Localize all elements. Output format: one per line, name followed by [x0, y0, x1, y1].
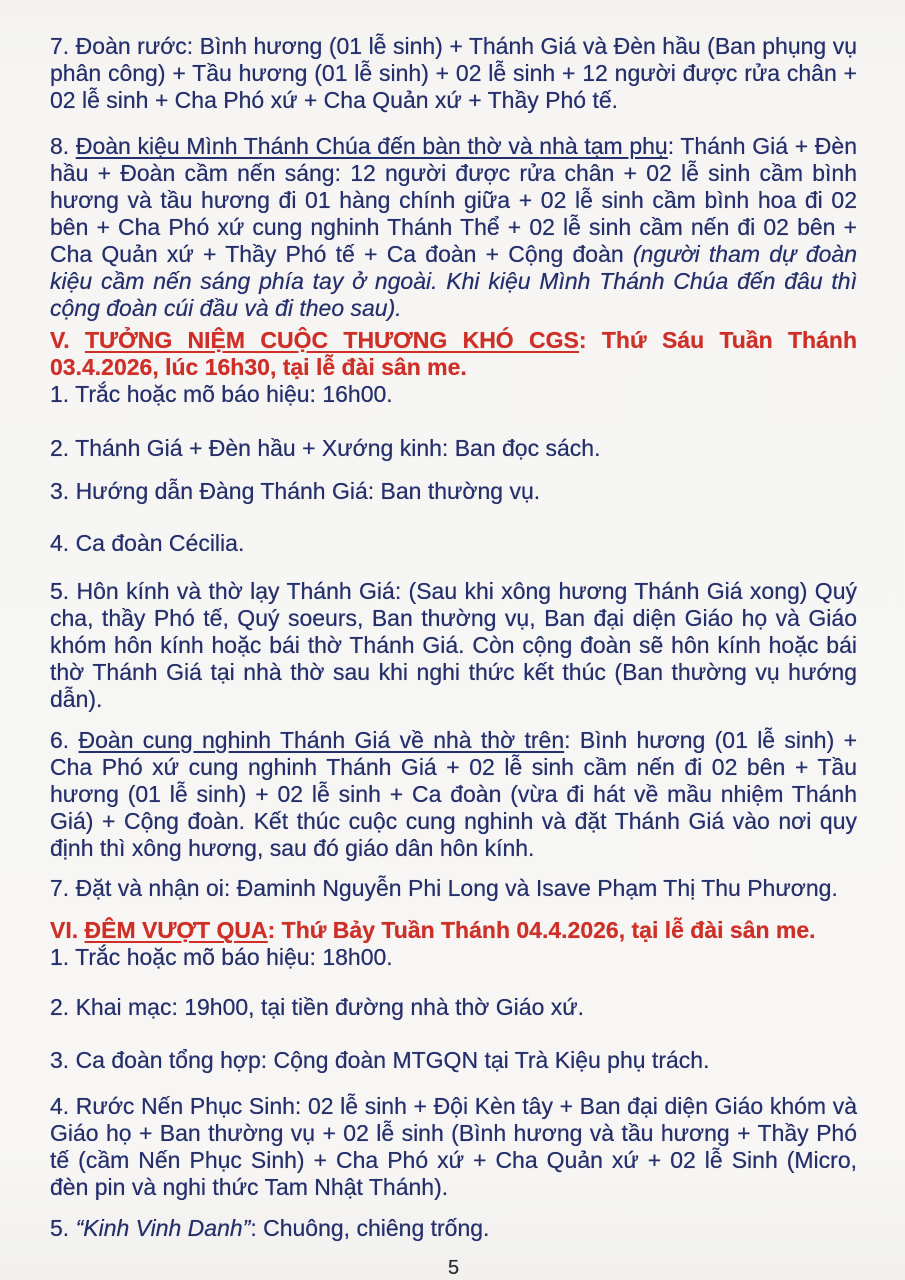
section-v-item-3: [50, 478, 857, 505]
text-run: 4. Ca đoàn Cécilia.: [50, 530, 245, 556]
section-v-item-6: [50, 727, 857, 862]
text-run: 3. Hướng dẫn Đàng Thánh Giá: Ban thường vụ.: [50, 478, 541, 504]
section-vi-item-2: [50, 994, 857, 1021]
section-vi-item-5: [50, 1215, 857, 1242]
text-run: 2. Thánh Giá + Đèn hầu + Xướng kinh: Ban đọc sách.: [50, 435, 601, 461]
text-run: 7. Đoàn rước: Bình hương (01 lễ sinh) + Thánh Giá và Đèn hầu (Ban phụng vụ phân công) + Tầu hương (01 lễ sinh) + 02 lễ sinh + 12 người được rửa chân + 02 lễ sinh + Cha Phó xứ + Cha Quản xứ + Thầy Phó tế.: [50, 33, 857, 113]
underlined-phrase: Đoàn cung nghinh Thánh Giá về nhà thờ trên: [78, 727, 565, 753]
section-title-underlined: ĐÊM VƯỢT QUA: [84, 917, 268, 943]
section-v-item-7: [50, 875, 857, 902]
section-v-item-2: [50, 435, 857, 462]
italic-quoted-title: “Kinh Vinh Danh”: [75, 1215, 251, 1241]
text-run: 6.: [50, 727, 79, 753]
section-schedule: : Thứ Bảy Tuần Thánh 04.4.2026, tại lễ đài sân me.: [267, 917, 816, 943]
section-schedule: : Thứ Sáu Tuần Thánh 03.4.2026, lúc 16h30, tại lễ đài sân me.: [50, 327, 857, 380]
text-run: 4. Rước Nến Phục Sinh: 02 lễ sinh + Đội Kèn tây + Ban đại diện Giáo khóm và Giáo họ + Ban thường vụ + 02 lễ sinh (Bình hương và tầu hương + Thầy Phó tế (cầm Nến Phục Sinh) + Cha Phó xứ + Cha Quản xứ + 02 lễ Sinh (Micro, đèn pin và nghi thức Tam Nhật Thánh).: [50, 1093, 857, 1200]
text-run: : Thánh Giá + Đèn hầu + Đoàn cầm nến sáng: 12 người được rửa chân + 02 lễ sinh cầm bình hương và tầu hương đi 01 hàng chính giữa + 02 lễ sinh cầm bình hoa đi 02 bên + Cha Phó xứ cung nghinh Thánh Thể + 02 lễ sinh cầm nến đi 02 bên + Cha Quản xứ + Thầy Phó tế + Ca đoàn + Cộng đoàn: [50, 133, 858, 267]
section-v-item-4: [50, 530, 857, 557]
text-run: 8.: [50, 133, 76, 159]
text-run: 2. Khai mạc: 19h00, tại tiền đường nhà thờ Giáo xứ.: [50, 994, 585, 1020]
page-number: 5: [447, 1257, 460, 1279]
text-run: 5. Hôn kính và thờ lạy Thánh Giá: (Sau khi xông hương Thánh Giá xong) Quý cha, thầy Phó tế, Quý soeurs, Ban thường vụ, Ban đại diện Giáo họ và Giáo khóm hôn kính hoặc bái thờ Thánh Giá. Còn cộng đoàn sẽ hôn kính hoặc bái thờ Thánh Giá tại nhà thờ sau khi nghi thức kết thúc (Ban thường vụ hướng dẫn).: [50, 578, 857, 712]
text-run: 3. Ca đoàn tổng hợp: Cộng đoàn MTGQN tại Trà Kiệu phụ trách.: [50, 1047, 710, 1073]
text-run: 1. Trắc hoặc mõ báo hiệu: 18h00.: [50, 944, 393, 970]
text-run: 1. Trắc hoặc mõ báo hiệu: 16h00.: [50, 381, 393, 407]
italic-note: (người tham dự đoàn kiệu cầm nến sáng phía tay ở ngoài. Khi kiệu Mình Thánh Chúa đến đâu thì cộng đoàn cúi đầu và đi theo sau).: [50, 241, 857, 321]
text-run: : Chuông, chiêng trống.: [250, 1215, 490, 1241]
section-numeral: V.: [50, 327, 85, 353]
section-vi-heading: [50, 917, 857, 944]
text-run: 5.: [50, 1215, 76, 1241]
section-v-item-1: [50, 381, 857, 408]
section-title-underlined: TƯỞNG NIỆM CUỘC THƯƠNG KHÓ CGS: [84, 327, 579, 353]
paragraph-procession-item-7: [50, 33, 857, 114]
section-numeral: VI.: [50, 917, 85, 943]
section-vi-item-4: [50, 1093, 857, 1201]
section-v-heading: [50, 327, 857, 381]
paragraph-procession-item-8: [50, 133, 857, 322]
section-vi-item-1: [50, 944, 857, 971]
underlined-phrase: Đoàn kiệu Mình Thánh Chúa đến bàn thờ và nhà tạm phụ: [75, 133, 668, 159]
section-v-item-5: [50, 578, 857, 713]
document-body: [50, 33, 857, 1280]
text-run: : Bình hương (01 lễ sinh) + Cha Phó xứ cung nghinh Thánh Giá + 02 lễ sinh cầm nến đi 02 bên + Tầu hương (01 lễ sinh) + 02 lễ sinh + Ca đoàn (vừa đi hát về mầu nhiệm Thánh Giá) + Cộng đoàn. Kết thúc cuộc cung nghinh và đặt Thánh Giá vào nơi quy định thì xông hương, sau đó giáo dân hôn kính.: [50, 727, 858, 861]
text-run: 7. Đặt và nhận oi: Đaminh Nguyễn Phi Long và Isave Phạm Thị Thu Phương.: [50, 875, 838, 901]
section-vi-item-3: [50, 1047, 857, 1074]
